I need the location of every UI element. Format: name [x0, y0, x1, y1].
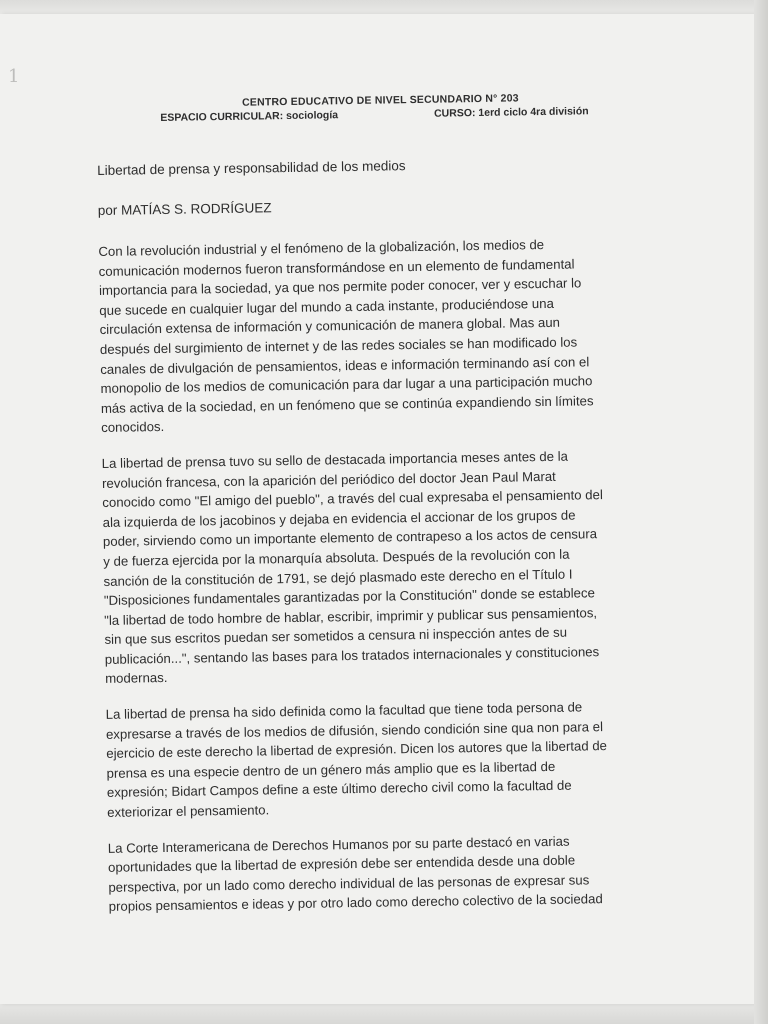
document-title: Libertad de prensa y responsabilidad de los medios — [97, 158, 406, 178]
text-line: La libertad de prensa tuvo su sello de destacada importancia meses antes de la — [101, 448, 569, 471]
text-line: ala izquierda de los jacobinos y dejaba en evidencia el accionar de los grupos de — [102, 507, 576, 530]
text-line: "Disposiciones fundamentales garantizadas por la Constitución" donde se establece — [103, 585, 595, 609]
paper-sheet — [0, 14, 756, 1004]
text-line: después del surgimiento de internet y de las redes sociales se han modificado los — [99, 334, 578, 357]
text-line: "la libertad de todo hombre de hablar, escribir, imprimir y publicar sus pensamientos, — [104, 604, 598, 628]
text-line: canales de divulgación de pensamientos, ideas e información terminando así con el — [100, 353, 590, 377]
text-line: circulación extensa de información y comunicación de manera global. Mas aun — [99, 315, 561, 338]
text-line: monopolio de los medios de comunicación para dar lugar a una participación mucho — [100, 373, 593, 397]
text-line: expresarse a través de los medios de difusión, siendo condición sine qua non para el — [105, 718, 604, 742]
text-line: conocidos. — [101, 419, 165, 436]
text-line: La Corte Interamericana de Derechos Humanos por su parte destacó en varias — [107, 833, 570, 856]
course-info: CURSO: 1erd ciclo 4ra división — [433, 105, 589, 120]
text-line: Con la revolución industrial y el fenómeno de la globalización, los medios de — [98, 236, 545, 259]
paragraph — [98, 232, 717, 438]
page-edge-shadow — [754, 0, 768, 1024]
paragraph — [108, 829, 725, 917]
text-line: La libertad de prensa ha sido definida como la facultad que tiene toda persona de — [105, 699, 583, 722]
text-line: perspectiva, por un lado como derecho individual de las personas de expresar sus — [108, 872, 590, 895]
text-line: comunicación modernos fueron transformándose en un elemento de fundamental — [98, 256, 575, 279]
text-line: revolución francesa, con la aparición del periódico del doctor Jean Paul Marat — [101, 468, 556, 491]
paragraph — [106, 695, 724, 822]
text-line: sanción de la constitución de 1791, se dejó plasmado este derecho en el Título I — [103, 566, 573, 589]
document-body — [96, 88, 725, 917]
text-line: conocido como "El amigo del pueblo", a través del cual expresaba el pensamiento del — [102, 487, 603, 511]
text-line: poder, sirviendo como un importante elemento de contrapeso a los actos de censura — [102, 526, 598, 550]
paragraphs — [98, 232, 725, 917]
text-line: prensa es una especie dentro de un género más amplio que es la libertad de — [106, 758, 556, 781]
school-name: CENTRO EDUCATIVO DE NIVEL SECUNDARIO N° 203 — [241, 92, 519, 109]
text-line: exteriorizar el pensamiento. — [107, 802, 270, 820]
text-line: que sucede en cualquier lugar del mundo a cada instante, produciéndose una — [99, 295, 554, 318]
document-author: por MATÍAS S. RODRÍGUEZ — [97, 200, 272, 218]
text-line: modernas. — [105, 670, 168, 687]
curricular-space: ESPACIO CURRICULAR: sociología — [160, 109, 339, 124]
text-line: ejercicio de este derecho la libertad de expresión. Dicen los autores que la libertad de — [106, 738, 608, 762]
text-line: oportunidades que la libertad de expresión debe ser entendida desde una doble — [107, 852, 576, 876]
text-line: publicación...", sentando las bases para los tratados internacionales y constituciones — [104, 644, 600, 667]
text-line: más activa de la sociedad, en un fenómeno que se continúa expandiendo sin límites — [100, 392, 594, 416]
page-mark: 1 — [8, 66, 20, 87]
paragraph — [102, 444, 722, 689]
text-line: y de fuerza ejercida por la monarquía absoluta. Después de la revolución con la — [103, 546, 570, 569]
text-line: sin que sus escritos puedan ser sometidos a censura ni inspección antes de su — [104, 624, 568, 648]
text-line: expresión; Bidart Campos define a este último derecho civil como la facultad de — [106, 778, 572, 801]
text-line: propios pensamientos e ideas y por otro lado como derecho colectivo de la sociedad — [108, 891, 603, 915]
text-line: importancia para la sociedad, ya que nos permite poder conocer, ver y escuchar lo — [98, 275, 582, 299]
